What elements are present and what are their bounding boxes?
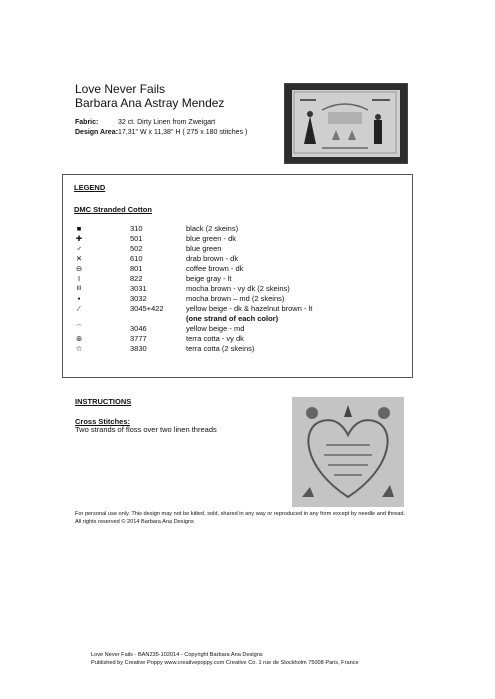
cross-stitches-text: Two strands of floss over two linen threads: [75, 425, 217, 434]
page-footer: [91, 651, 359, 667]
cross-symbol: ✕: [75, 254, 83, 263]
legend-subtitle: DMC Stranded Cotton: [74, 205, 152, 214]
plus-symbol: ✚: [75, 234, 83, 243]
slash-symbol: ⁄: [78, 304, 80, 313]
circle-minus-symbol: ⊖: [75, 264, 83, 273]
fabric-value: 32 ct. Dirty Linen from Zweigart: [118, 119, 216, 126]
footer-line-2: Published by Creative Poppy www.creativepoppy.com Creative Co. 1 rue de Stockholm 75008 Paris, France: [91, 660, 359, 666]
dot-symbol: ●: [77, 296, 81, 302]
designer-name: Barbara Ana Astray Mendez: [75, 96, 225, 110]
stitched-detail-photo: [292, 397, 404, 507]
design-area-value: 17,31" W x 11,38" H ( 275 x 180 stitches ): [118, 129, 248, 136]
cross-stitches-title: Cross Stitches:: [75, 417, 131, 426]
usage-disclaimer: For personal use only. This design may not be kitted, sold, shared in any way or reproduced in any form except by needle and thread. All rights reserved © 2014 Barbara Ana Designs: [75, 511, 406, 525]
framed-sampler-photo: [284, 83, 408, 164]
instructions-title: INSTRUCTIONS: [75, 397, 132, 406]
triple-bar-symbol: III: [76, 286, 82, 292]
footer-line-1: Love Never Fails - BAN235-102014 - Copyright Barbara Ana Designs: [91, 652, 263, 658]
arc-symbol: ⌒: [75, 326, 82, 332]
bar-symbol: I: [77, 274, 81, 283]
design-area-label: Design Area:: [75, 129, 118, 136]
male-symbol: ♂: [76, 244, 82, 253]
black-square-symbol: ■: [76, 224, 82, 233]
fabric-label: Fabric:: [75, 119, 99, 126]
legend-note: (one strand of each color): [186, 314, 279, 323]
pattern-meta: [75, 118, 247, 138]
legend-title: LEGEND: [74, 183, 106, 192]
circled-asterisk-symbol: ⊛: [75, 334, 83, 343]
star-symbol: ☆: [75, 344, 83, 353]
pattern-title: Love Never Fails: [75, 82, 166, 96]
